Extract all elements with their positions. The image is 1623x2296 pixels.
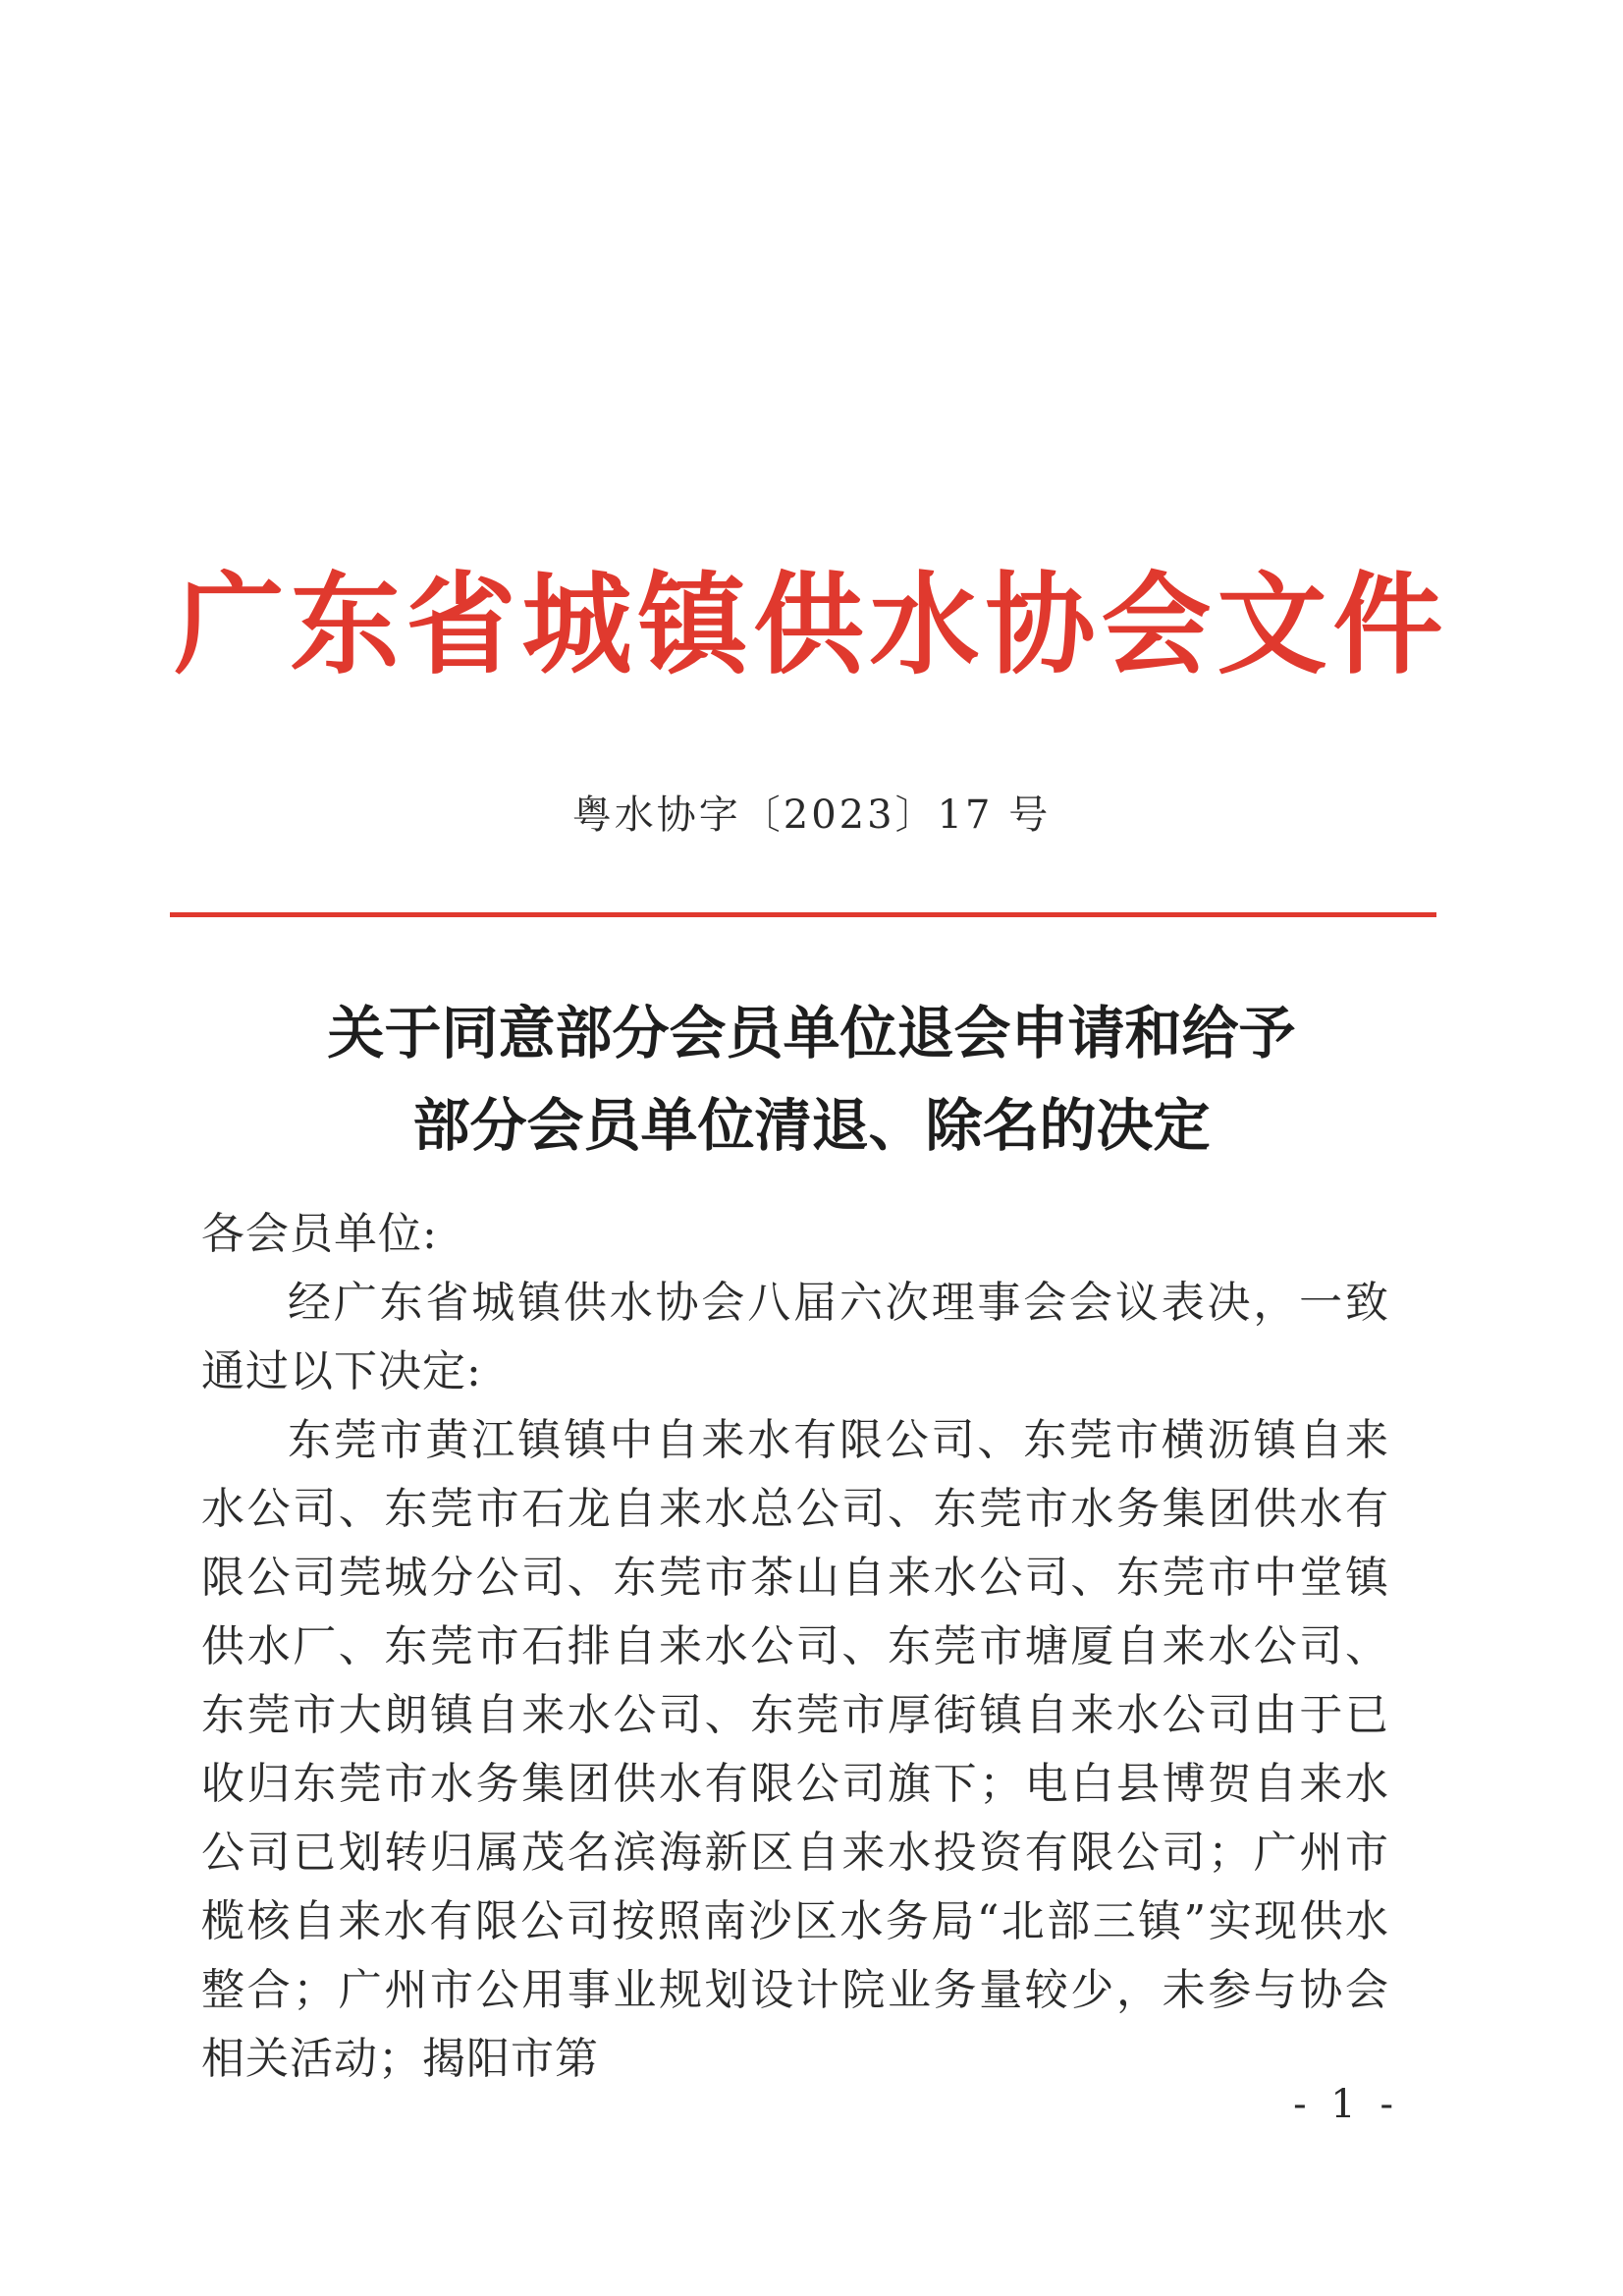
org-header-title: 广东省城镇供水协会文件 xyxy=(174,561,1449,689)
body-paragraph-2: 东莞市黄江镇镇中自来水有限公司、东莞市横沥镇自来水公司、东莞市石龙自来水总公司、东莞市水务集团供水有限公司莞城分公司、东莞市茶山自来水公司、东莞市中堂镇供水厂、东莞市石排自来水公司、东莞市塘厦自来水公司、东莞市大朗镇自来水公司、东莞市厚街镇自来水公司由于已收归东莞市水务集团供水有限公司旗下；电白县博贺自来水公司已划转归属茂名滨海新区自来水投资有限公司；广州市榄核自来水有限公司按照南沙区水务局“北部三镇”实现供水整合；广州市公用事业规划设计院业务量较少，未参与协会相关活动；揭阳市第 xyxy=(201,1415,1389,2084)
document-body xyxy=(201,1200,1389,2094)
page-number: - 1 - xyxy=(1293,2082,1399,2127)
red-divider-line xyxy=(170,912,1436,917)
document-title xyxy=(0,987,1623,1172)
document-title-line-1: 关于同意部分会员单位退会申请和给予 xyxy=(327,1000,1296,1066)
body-paragraph-1: 经广东省城镇供水协会八届六次理事会会议表决，一致通过以下决定: xyxy=(201,1278,1389,1396)
document-number: 粤水协字〔2023〕17 号 xyxy=(571,793,1052,838)
document-title-line-2: 部分会员单位清退、除名的决定 xyxy=(412,1092,1211,1159)
salutation: 各会员单位: xyxy=(201,1209,438,1259)
